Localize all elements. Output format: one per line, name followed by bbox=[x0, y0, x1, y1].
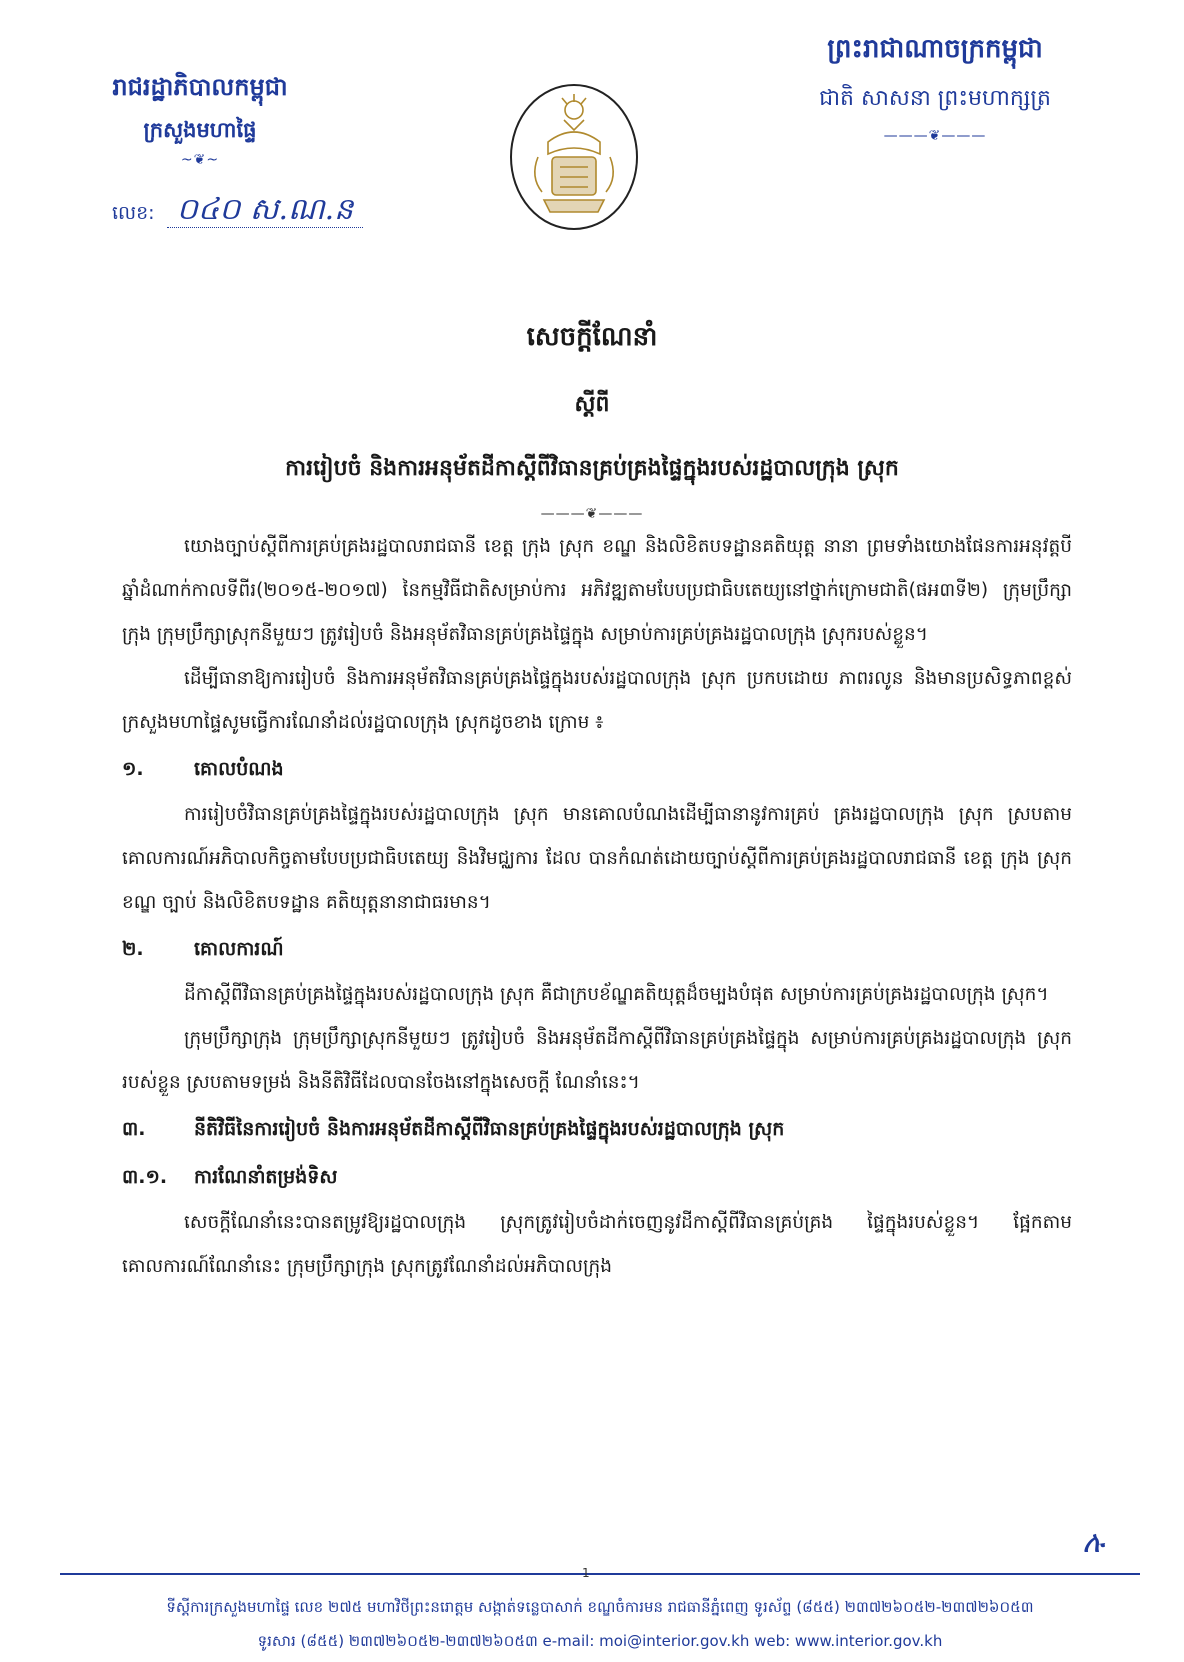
section-number: ១. bbox=[122, 758, 144, 780]
national-motto: ជាតិ សាសនា ព្រះមហាក្សត្រ bbox=[819, 86, 1051, 111]
footer-contact: ទូរសារ (៨៥៥) ២៣៧២៦០៥២-២៣៧២៦០៥៣ e-mail: moi@interior.gov.kh web: www.interior.gov.kh bbox=[257, 1632, 943, 1650]
section-2-heading bbox=[122, 925, 1072, 973]
page-number: 1 bbox=[582, 1566, 590, 1580]
ornament-divider: ———❦——— bbox=[883, 128, 987, 144]
document-about: ស្តីពី bbox=[574, 392, 610, 417]
section-2-paragraph-2: ក្រុមប្រឹក្សាក្រុង ក្រុមប្រឹក្សាស្រុកនីមួយៗ ត្រូវរៀបចំ និងអនុម័តដីកាស្តីពីវិធានគ្រប់គ្រងផ្ទៃក្នុង សម្រាប់ការគ្រប់គ្រងរដ្ឋបាលក្រុង ស្រុករបស់ខ្លួន ស្របតាមទម្រង់ និងនីតិវិធីដែលបានចែងនៅក្នុងសេចក្តី ណែនាំនេះ។ bbox=[122, 1028, 1072, 1093]
section-number: ៣. bbox=[122, 1118, 146, 1140]
document-title-block bbox=[0, 320, 1184, 522]
section-1-heading bbox=[122, 745, 1072, 793]
ref-value: ០៤០ ស.ណ.ន bbox=[167, 192, 364, 228]
section-3-1-heading bbox=[122, 1153, 1072, 1201]
kingdom-name: ព្រះរាជាណាចក្រកម្ពុជា bbox=[827, 34, 1043, 64]
ornament-divider: ~❦~ bbox=[180, 152, 220, 168]
document-type: សេចក្តីណែនាំ bbox=[526, 322, 658, 352]
footer-address: ទីស្តីការក្រសួងមហាផ្ទៃ លេខ ២៧៥ មហាវិថីព្រះនរោត្តម សង្កាត់ទន្លេបាសាក់ ខណ្ឌចំការមន រាជធានីភ្នំពេញ ទូរស័ព្ទ (៨៥៥) ២៣៧២៦០៥២-២៣៧២៦០៥៣ bbox=[166, 1598, 1034, 1616]
section-1-paragraph: ការរៀបចំវិធានគ្រប់គ្រងផ្ទៃក្នុងរបស់រដ្ឋបាលក្រុង ស្រុក មានគោលបំណងដើម្បីធានានូវការគ្រប់ គ្រងរដ្ឋបាលក្រុង ស្រុក ស្របតាមគោលការណ៍អភិបាលកិច្ចតាមបែបប្រជាធិបតេយ្យ និងវិមជ្ឈការ ដែល បានកំណត់ដោយច្បាប់ស្តីពីការគ្រប់គ្រងរដ្ឋបាលរាជធានី ខេត្ត ក្រុង ស្រុក ខណ្ឌ ច្បាប់ និងលិខិតបទដ្ឋាន គតិយុត្តនានាជាធរមាន។ bbox=[122, 804, 1072, 913]
kingdom-letterhead bbox=[770, 32, 1100, 144]
section-number: ២. bbox=[122, 938, 144, 960]
section-title: ការណែនាំតម្រង់ទិស bbox=[194, 1166, 338, 1188]
intro-paragraph-1: យោងច្បាប់ស្តីពីការគ្រប់គ្រងរដ្ឋបាលរាជធានី ខេត្ត ក្រុង ស្រុក ខណ្ឌ និងលិខិតបទដ្ឋានគតិយុត្ត នានា ព្រមទាំងយោងផែនការអនុវត្តបីឆ្នាំដំណាក់កាលទីពីរ(២០១៥-២០១៧) នៃកម្មវិធីជាតិសម្រាប់ការ អភិវឌ្ឍតាមបែបប្រជាធិបតេយ្យនៅថ្នាក់ក្រោមជាតិ(ផអ៣ទី២) ក្រុមប្រឹក្សាក្រុង ក្រុមប្រឹក្សាស្រុកនីមួយៗ ត្រូវរៀបចំ និងអនុម័តវិធានគ្រប់គ្រងផ្ទៃក្នុង សម្រាប់ការគ្រប់គ្រងរដ្ឋបាលក្រុង ស្រុករបស់ខ្លួន។ bbox=[122, 536, 1072, 645]
ref-label: លេខ: bbox=[112, 202, 155, 224]
document-subject: ការរៀបចំ និងការអនុម័តដីកាស្តីពីវិធានគ្រប់គ្រងផ្ទៃក្នុងរបស់រដ្ឋបាលក្រុង ស្រុក bbox=[285, 456, 899, 481]
royal-emblem-icon bbox=[508, 82, 640, 232]
document-body bbox=[122, 525, 1072, 1289]
ministry-letterhead bbox=[70, 72, 330, 168]
reference-number bbox=[112, 190, 363, 234]
government-name: រាជរដ្ឋាភិបាលកម្ពុជា bbox=[112, 73, 288, 101]
ministry-name: ក្រសួងមហាផ្ទៃ bbox=[143, 118, 257, 142]
section-title: គោលបំណង bbox=[194, 758, 284, 780]
footer bbox=[60, 1590, 1140, 1658]
footer-divider bbox=[60, 1573, 1140, 1575]
intro-paragraph-2: ដើម្បីធានាឱ្យការរៀបចំ និងការអនុម័តវិធានគ្រប់គ្រងផ្ទៃក្នុងរបស់រដ្ឋបាលក្រុង ស្រុក ប្រកបដោយ ភាពរលូន និងមានប្រសិទ្ធភាពខ្ពស់ ក្រសួងមហាផ្ទៃសូមធ្វើការណែនាំដល់រដ្ឋបាលក្រុង ស្រុកដូចខាង ក្រោម ៖ bbox=[122, 668, 1072, 733]
section-3-1-paragraph: សេចក្តីណែនាំនេះបានតម្រូវឱ្យរដ្ឋបាលក្រុង ស្រុកត្រូវរៀបចំដាក់ចេញនូវដីកាស្តីពីវិធានគ្រប់គ្រង ផ្ទៃក្នុងរបស់ខ្លួន។ ផ្អែកតាមគោលការណ៍ណែនាំនេះ ក្រុមប្រឹក្សាក្រុង ស្រុកត្រូវណែនាំដល់អភិបាលក្រុង bbox=[122, 1212, 1072, 1277]
section-2-paragraph-1: ដីកាស្តីពីវិធានគ្រប់គ្រងផ្ទៃក្នុងរបស់រដ្ឋបាលក្រុង ស្រុក គឺជាក្របខ័ណ្ឌគតិយុត្តដ៏ចម្បងបំផុត សម្រាប់ការគ្រប់គ្រងរដ្ឋបាលក្រុង ស្រុក។ bbox=[184, 984, 1049, 1005]
section-title: នីតិវិធីនៃការរៀបចំ និងការអនុម័តដីកាស្តីពីវិធានគ្រប់គ្រងផ្ទៃក្នុងរបស់រដ្ឋបាលក្រុង ស្រុក bbox=[194, 1118, 785, 1140]
section-title: គោលការណ៍ bbox=[194, 938, 284, 960]
section-number: ៣.១. bbox=[122, 1166, 168, 1188]
ornament-divider: ———❦——— bbox=[540, 506, 644, 522]
section-3-heading bbox=[122, 1105, 1072, 1153]
handwritten-initials: ሉ bbox=[1082, 1525, 1104, 1560]
